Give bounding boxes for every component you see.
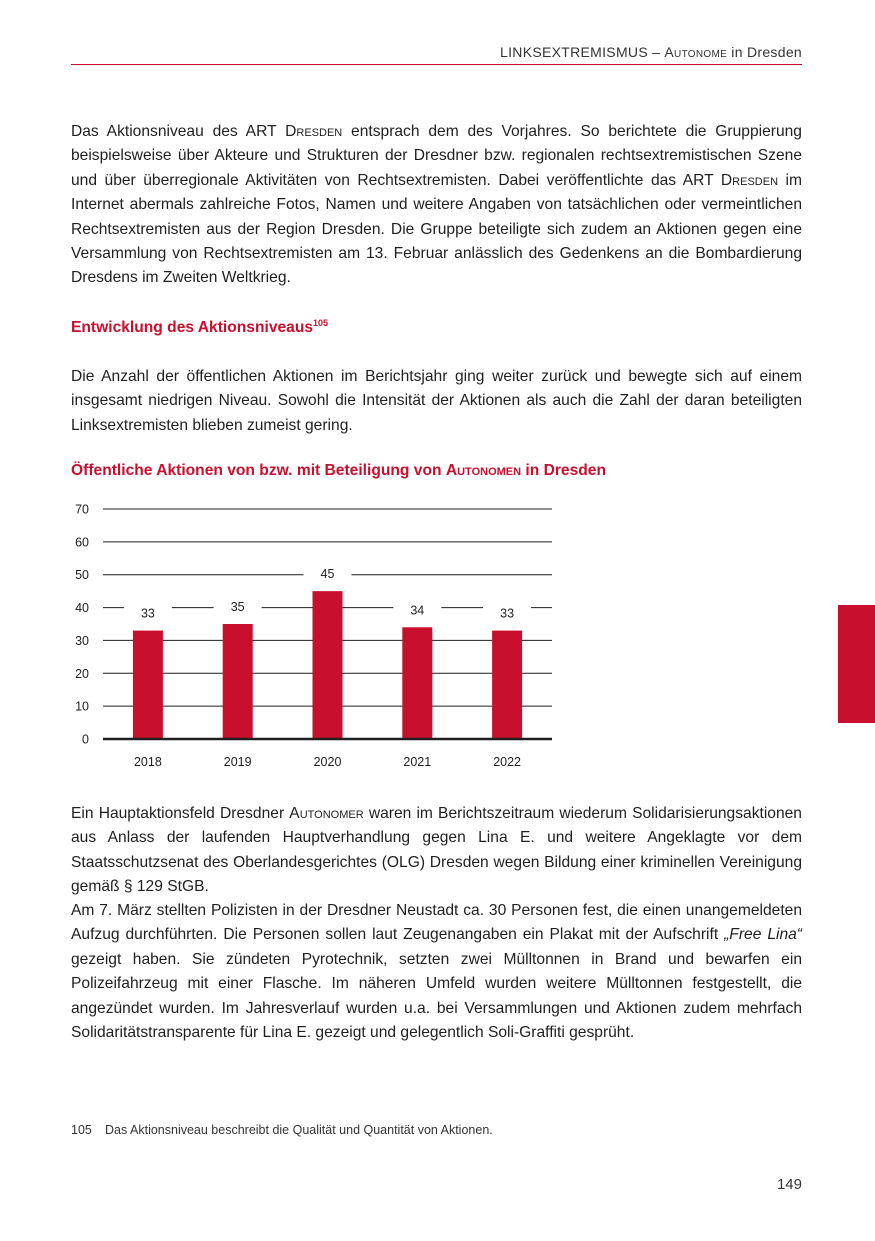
y-tick-label: 70 bbox=[75, 502, 89, 517]
y-tick-label: 0 bbox=[82, 732, 89, 747]
header-section: LINKSEXTREMISMUS bbox=[500, 44, 648, 60]
section-heading-text: Entwicklung des Aktionsniveaus bbox=[71, 319, 314, 336]
footnote-number: 105 bbox=[71, 1123, 92, 1137]
paragraph-4-quote: „Free Lina“ bbox=[724, 926, 802, 944]
bar bbox=[402, 627, 432, 739]
bar bbox=[313, 591, 343, 739]
footnote bbox=[71, 1123, 493, 1137]
paragraph-3-text-a: Ein Hauptaktionsfeld Dresdner bbox=[71, 805, 290, 822]
x-tick-label: 2019 bbox=[223, 755, 252, 769]
paragraph-1-text-b: entsprach dem des Vorjahres. So berichtete die Gruppierung beispielsweise über Akteure und Strukturen der Dresdner bzw. regionalen rechtsextremistischen Szene und über überregionale Aktivitäten von Rechtsextremisten. Dabei veröffentlichte das ART bbox=[71, 123, 802, 189]
chart-title-text-a: Öffentliche Aktionen von bzw. mit Beteiligung von bbox=[71, 462, 446, 479]
section-heading bbox=[71, 318, 328, 337]
x-tick-label: 2021 bbox=[403, 755, 432, 769]
x-tick-label: 2022 bbox=[493, 755, 522, 769]
footnote-text: Das Aktionsniveau beschreibt die Qualität und Quantität von Aktionen. bbox=[105, 1123, 493, 1137]
header-rule bbox=[71, 64, 802, 65]
paragraph-4-text-b: gezeigt haben. Sie zündeten Pyrotechnik, setzten zwei Mülltonnen in Brand und bewarfen ein Polizeifahrzeug mit einer Flasche. Im näheren Umfeld wurden weitere Mülltonnen festgestellt, die angezündet wurden. Im Jahresverlauf wurden u.a. bei Versammlungen und Aktionen zudem mehrfach Solidaritätstransparente für Lina E. gezeigt und gelegentlich Soli-Graffiti gesprüht. bbox=[71, 950, 802, 1042]
paragraph-1 bbox=[71, 120, 802, 291]
y-tick-label: 40 bbox=[75, 601, 89, 616]
bar bbox=[133, 631, 163, 739]
header-separator: – bbox=[647, 44, 665, 60]
running-header bbox=[71, 44, 802, 60]
bar bbox=[223, 624, 253, 739]
y-tick-label: 60 bbox=[75, 535, 89, 550]
paragraph-3-text-b: waren im Berichtszeitraum wiederum Solidarisierungsaktionen aus Anlass der laufenden Hauptverhandlung gegen Lina E. und weitere Angeklagte vor dem Staatsschutzsenat des Oberlandesgerichtes (OLG) Dresden wegen Bildung einer kriminellen Vereinigung gemäß § 129 StGB. bbox=[71, 805, 802, 896]
chapter-tab bbox=[838, 605, 875, 723]
footnote-reference: 105 bbox=[313, 318, 329, 328]
x-tick-label: 2018 bbox=[133, 755, 162, 769]
data-label: 35 bbox=[230, 600, 245, 614]
y-tick-label: 30 bbox=[75, 633, 89, 648]
chart-title-sc: Autonomen bbox=[445, 462, 522, 479]
y-tick-label: 10 bbox=[75, 699, 89, 714]
paragraph-1-text-c: im Internet abermals zahlreiche Fotos, Namen und weitere Angaben von tatsächlichen oder vermeintlichen Rechtsextremisten aus der Region Dresden. Die Gruppe beteiligte sich zudem an Aktionen gegen eine Versammlung von Rechtsextremisten am 13. Februar anlässlich des Gedenkens an die Bombardierung Dresdens im Zweiten Weltkrieg. bbox=[71, 171, 803, 287]
paragraph-4 bbox=[71, 899, 802, 1045]
y-tick-label: 50 bbox=[75, 568, 89, 583]
y-tick-label: 20 bbox=[75, 666, 89, 681]
x-tick-label: 2020 bbox=[313, 755, 342, 769]
page-number: 149 bbox=[776, 1176, 802, 1193]
paragraph-1-text-a: Das Aktionsniveau des ART bbox=[71, 123, 286, 140]
paragraph-1-sc-b: Dresden bbox=[720, 171, 779, 189]
data-label: 33 bbox=[500, 606, 515, 621]
header-topic-suffix: in Dresden bbox=[727, 44, 802, 60]
data-label: 33 bbox=[140, 606, 155, 621]
data-label: 45 bbox=[320, 567, 335, 582]
chart-title bbox=[71, 462, 606, 480]
paragraph-3-sc: Autonomer bbox=[289, 805, 364, 822]
bar bbox=[492, 631, 522, 739]
chart-title-text-b: in Dresden bbox=[521, 462, 606, 479]
bar-chart bbox=[60, 495, 560, 780]
paragraph-3 bbox=[71, 802, 802, 900]
data-label: 34 bbox=[410, 603, 425, 618]
paragraph-2: Die Anzahl der öffentlichen Aktionen im Berichtsjahr ging weiter zurück und bewegte sich auf einem insgesamt niedrigen Niveau. Sowohl die Intensität der Aktionen als auch die Zahl der daran beteiligten Linksextremisten blieben zumeist gering. bbox=[71, 368, 802, 434]
paragraph-1-sc-a: Dresden bbox=[285, 123, 343, 140]
paragraph-4-text-a: Am 7. März stellten Polizisten in der Dresdner Neustadt ca. 30 Personen fest, die einen unangemeldeten Aufzug durchführten. Die Personen sollen laut Zeugenangaben ein Plakat mit der Aufschrift bbox=[71, 902, 802, 944]
header-topic: Autonome bbox=[664, 44, 728, 60]
